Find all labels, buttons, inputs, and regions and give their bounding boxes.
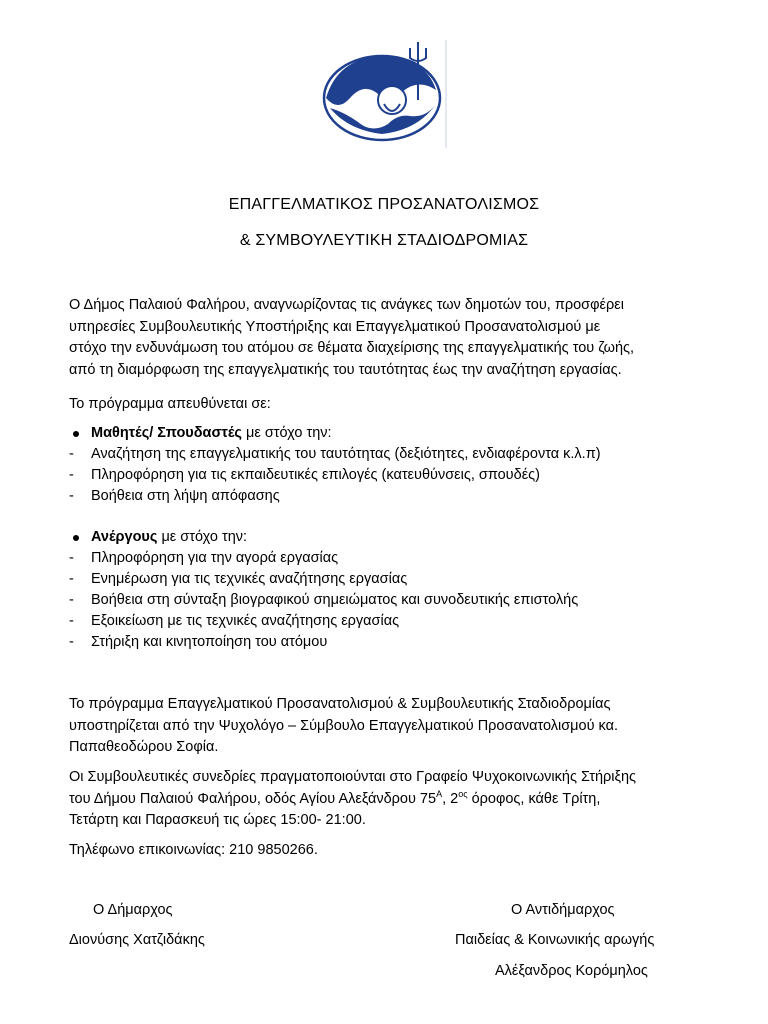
poseidon-trident-logo-icon — [318, 38, 450, 150]
program-intro: Το πρόγραμμα απευθύνεται σε: — [69, 396, 271, 412]
mayor-name: Διονύσης Χατζιδάκης — [69, 932, 205, 948]
support-paragraph — [69, 694, 709, 759]
intro-line: από τη διαμόρφωση της επαγγελματικής του ταυτότητας έως την αναζήτηση εργασίας. — [69, 361, 622, 378]
sessions-line: Οι Συμβουλευτικές συνεδρίες πραγματοποιούνται στο Γραφείο Ψυχοκοινωνικής Στήριξης — [69, 769, 637, 785]
deputy-mayor-role: Ο Αντιδήμαρχος — [511, 902, 615, 918]
dash-marker: - — [69, 613, 74, 629]
list-item-text: Εξοικείωση με τις τεχνικές αναζήτησης εργασίας — [91, 613, 400, 629]
bullet-icon — [73, 535, 79, 541]
list-item — [69, 465, 709, 486]
group-suffix: με στόχο την: — [241, 425, 332, 441]
mayor-role: Ο Δήμαρχος — [93, 902, 173, 918]
deputy-mayor-department: Παιδείας & Κοινωνικής αρωγής — [455, 932, 655, 948]
list-item-text: Πληροφόρηση για τις εκπαιδευτικές επιλογές (κατευθύνσεις, σπουδές) — [91, 467, 540, 483]
list-item — [69, 444, 709, 465]
list-item-text: Πληροφόρηση για την αγορά εργασίας — [91, 550, 339, 566]
sessions-line: Τετάρτη και Παρασκευή τις ώρες 15:00- 21:00. — [69, 812, 366, 828]
dash-marker: - — [69, 488, 74, 504]
group-heading-unemployed — [69, 527, 247, 548]
dash-marker: - — [69, 446, 74, 462]
list-item-text: Αναζήτηση της επαγγελματικής του ταυτότητας (δεξιότητες, ενδιαφέροντα κ.λ.π) — [91, 446, 601, 462]
title-line-2: & ΣΥΜΒΟΥΛΕΥΤΙΚΗ ΣΤΑΔΙΟΔΡΟΜΙΑΣ — [239, 232, 529, 249]
phone-line: Τηλέφωνο επικοινωνίας: 210 9850266. — [69, 842, 318, 858]
deputy-mayor-name: Αλέξανδρος Κορόμηλος — [495, 963, 648, 979]
address-text: του Δήμου Παλαιού Φαλήρου, οδός Αγίου Αλεξάνδρου 75 — [69, 790, 437, 807]
floor-superscript: ος — [458, 788, 468, 799]
intro-line: Ο Δήμος Παλαιού Φαλήρου, αναγνωρίζοντας τις ανάγκες των δημοτών του, προσφέρει — [69, 297, 624, 313]
list-item — [69, 590, 709, 611]
group-heading-students — [69, 423, 332, 444]
list-item — [69, 486, 709, 507]
dash-marker: - — [69, 467, 74, 483]
floor-text: , 2 — [442, 790, 459, 807]
bullet-icon — [73, 431, 79, 437]
days-text: όροφος, κάθε Τρίτη, — [467, 790, 601, 807]
list-item-text: Στήριξη και κινητοποίηση του ατόμου — [91, 634, 328, 650]
municipality-logo — [318, 38, 450, 150]
group-suffix: με στόχο την: — [157, 529, 248, 545]
sessions-line — [69, 789, 709, 811]
intro-line: υπηρεσίες Συμβουλευτικής Υποστήριξης και Επαγγελματικού Προσανατολισμού με — [69, 318, 601, 335]
support-line: υποστηρίζεται από την Ψυχολόγο – Σύμβουλο Επαγγελματικού Προσανατολισμού κα. — [69, 717, 619, 734]
unemployed-goals-list — [69, 548, 709, 653]
students-goals-list — [69, 444, 709, 507]
intro-line: στόχο την ενδυνάμωση του ατόμου σε θέματα διαχείρισης της επαγγελματικής του ζωής, — [69, 340, 635, 356]
dash-marker: - — [69, 550, 74, 566]
list-item-text: Ενημέρωση για τις τεχνικές αναζήτησης εργασίας — [91, 571, 408, 587]
list-item-text: Βοήθεια στη σύνταξη βιογραφικού σημειώματος και συνοδευτικής επιστολής — [91, 592, 579, 608]
list-item — [69, 548, 709, 569]
list-item — [69, 632, 709, 653]
sessions-paragraph — [69, 767, 709, 832]
list-item — [69, 611, 709, 632]
dash-marker: - — [69, 634, 74, 650]
group-name: Μαθητές/ Σπουδαστές — [91, 425, 242, 441]
intro-paragraph — [69, 295, 709, 381]
list-item — [69, 569, 709, 590]
dash-marker: - — [69, 592, 74, 608]
address-superscript: Α — [436, 788, 443, 799]
support-line: Το πρόγραμμα Επαγγελματικού Προσανατολισμού & Συμβουλευτικής Σταδιοδρομίας — [69, 696, 611, 712]
title-line-1: ΕΠΑΓΓΕΛΜΑΤΙΚΟΣ ΠΡΟΣΑΝΑΤΟΛΙΣΜΟΣ — [228, 196, 540, 213]
dash-marker: - — [69, 571, 74, 587]
support-line: Παπαθεοδώρου Σοφία. — [69, 739, 219, 755]
list-item-text: Βοήθεια στη λήψη απόφασης — [91, 488, 280, 504]
group-name: Ανέργους — [91, 529, 158, 545]
